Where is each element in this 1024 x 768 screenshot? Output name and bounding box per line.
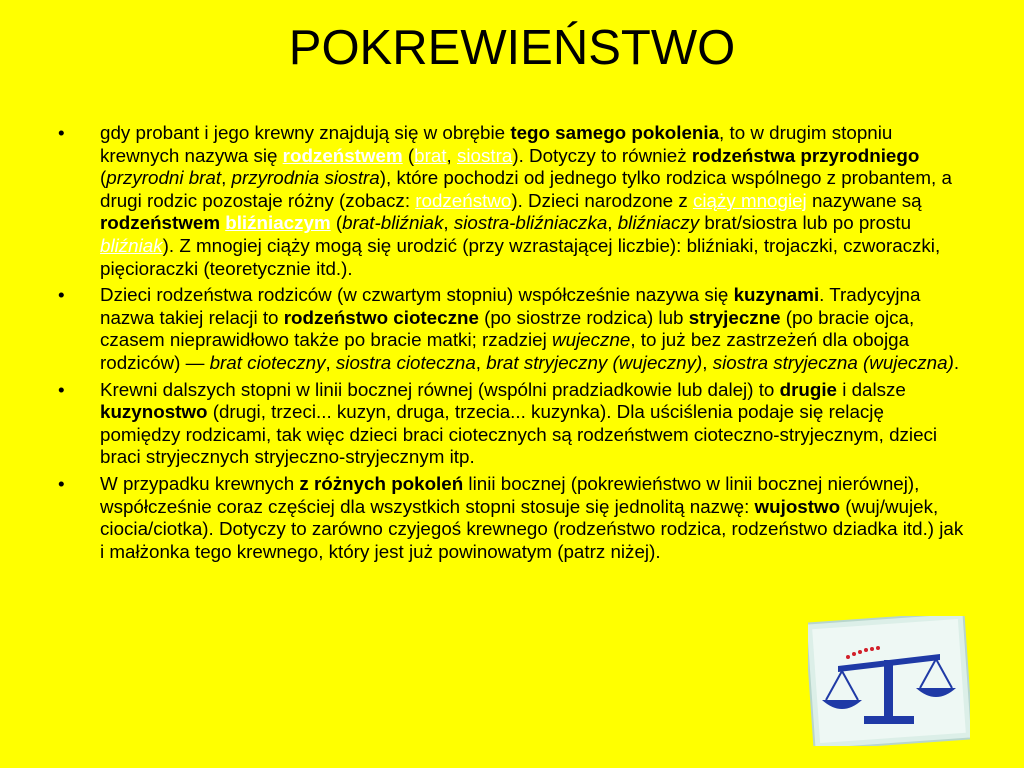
text-emphasis: wujostwo xyxy=(754,495,841,517)
bullet-item xyxy=(58,122,968,280)
text-emphasis: rodzeństwa przyrodniego xyxy=(691,144,920,166)
bullet-item xyxy=(58,284,968,374)
slide-title: POKREWIEŃSTWO xyxy=(288,21,736,75)
bullet-marker: • xyxy=(58,472,65,494)
text-run: W przypadku krewnych xyxy=(100,472,300,494)
bullet-marker: • xyxy=(58,284,65,306)
text-run: . Tradycyjna nazwa takiej relacji to xyxy=(100,284,921,328)
text-run: , xyxy=(446,144,457,166)
text-run: ( xyxy=(100,167,107,189)
text-emphasis: rodzeństwem xyxy=(100,212,221,234)
text-run: , xyxy=(443,212,454,234)
text-emphasis: drugie xyxy=(779,378,837,400)
bullet-marker: • xyxy=(58,378,65,400)
text-run: ( xyxy=(330,212,343,234)
text-run: , xyxy=(221,167,232,189)
wiki-link[interactable]: rodzeństwo xyxy=(415,189,512,211)
text-run: nazywane są xyxy=(806,189,922,211)
text-run: , xyxy=(607,212,618,234)
text-emphasis: kuzynostwo xyxy=(100,401,208,423)
text-emphasis: siostra cioteczna xyxy=(335,351,476,373)
text-emphasis: stryjeczne xyxy=(688,306,781,328)
bullet-item xyxy=(58,473,968,563)
text-emphasis: brat cioteczny xyxy=(209,351,326,373)
text-run: , xyxy=(475,351,487,373)
scales-of-justice-icon xyxy=(808,616,970,746)
bullet-list xyxy=(58,122,968,567)
text-emphasis: siostra stryjeczna (wujeczna) xyxy=(712,351,954,373)
text-emphasis: bliźniaczy xyxy=(617,212,700,234)
text-run: Krewni dalszych stopni w linii bocznej równej (wspólni pradziadkowie lub dalej) to xyxy=(100,378,780,400)
text-run: i dalsze xyxy=(836,378,906,400)
text-run: ( xyxy=(402,144,415,166)
bullet-item xyxy=(58,379,968,469)
text-run: ), które pochodzi od jednego tylko rodzica wspólnego z probantem, a drugi rodzic pozostaje różny (zobacz: xyxy=(100,167,952,211)
wiki-link[interactable]: brat xyxy=(414,144,447,166)
text-run: (po bracie ojca, czasem nieprawidłowo także po bracie matki; rzadziej xyxy=(100,306,915,351)
text-run: , xyxy=(325,351,336,373)
text-emphasis: przyrodni brat xyxy=(106,167,222,189)
text-emphasis: przyrodnia siostra xyxy=(231,167,380,189)
wiki-link[interactable]: bliźniak xyxy=(100,234,163,256)
text-emphasis: wujeczne xyxy=(552,329,631,351)
text-run: Dzieci rodzeństwa rodziców (w czwartym stopniu) współcześnie nazywa się xyxy=(100,284,734,306)
wiki-link[interactable]: bliźniaczym xyxy=(225,212,331,234)
text-emphasis: rodzeństwo cioteczne xyxy=(283,306,479,328)
text-emphasis: brat stryjeczny (wujeczny) xyxy=(486,351,703,373)
text-run: (po siostrze rodzica) lub xyxy=(478,306,689,328)
text-run: brat/siostra lub po prostu xyxy=(699,212,912,234)
text-run: , to w drugim stopniu krewnych nazywa się xyxy=(100,122,893,166)
text-run: , to już bez zastrzeżeń dla obojga rodziców) — xyxy=(100,329,910,373)
text-run: ). Dzieci narodzone z xyxy=(511,189,693,211)
text-run: ). Z mnogiej ciąży mogą się urodzić (przy wzrastającej liczbie): bliźniaki, trojaczki, czworaczki, pięcioraczki (teoretycznie itd.). xyxy=(100,234,941,279)
text-emphasis: siostra-bliźniaczka xyxy=(453,212,608,234)
text-run: linii bocznej (pokrewieństwo w linii bocznej nierównej), współcześnie coraz częściej dla wszystkich stopni stosuje się jednolitą nazwę: xyxy=(100,472,920,517)
wiki-link[interactable]: rodzeństwem xyxy=(282,144,403,166)
text-run: (drugi, trzeci... kuzyn, druga, trzecia... kuzynka). Dla uściślenia podaje się relację pomiędzy rodzicami, tak więc dzieci braci ciotecznych są rodzeństwem cioteczno-stryjecznym, dzieci braci stryjecznych stryjeczno-stryjecznym itp. xyxy=(100,401,938,468)
text-run: , xyxy=(702,351,713,373)
text-run: (wuj/wujek, ciocia/ciotka). Dotyczy to zarówno czyjegoś krewnego (rodzeństwo rodzica, rodzeństwo dziadka itd.) jak i małżonka tego krewnego, który jest już powinowatym (patrz niżej). xyxy=(100,495,964,562)
text-emphasis: z różnych pokoleń xyxy=(299,472,464,494)
text-emphasis: kuzynami xyxy=(733,284,820,306)
bullet-marker: • xyxy=(58,122,65,143)
text-emphasis: tego samego pokolenia xyxy=(510,122,720,143)
text-run: ). Dotyczy to również xyxy=(512,144,692,166)
text-run: . xyxy=(953,351,960,373)
text-run: gdy probant i jego krewny znajdują się w obrębie xyxy=(100,122,511,143)
wiki-link[interactable]: ciąży mnogiej xyxy=(692,189,807,211)
wiki-link[interactable]: siostra xyxy=(456,144,513,166)
text-emphasis: brat-bliźniak xyxy=(342,212,444,234)
